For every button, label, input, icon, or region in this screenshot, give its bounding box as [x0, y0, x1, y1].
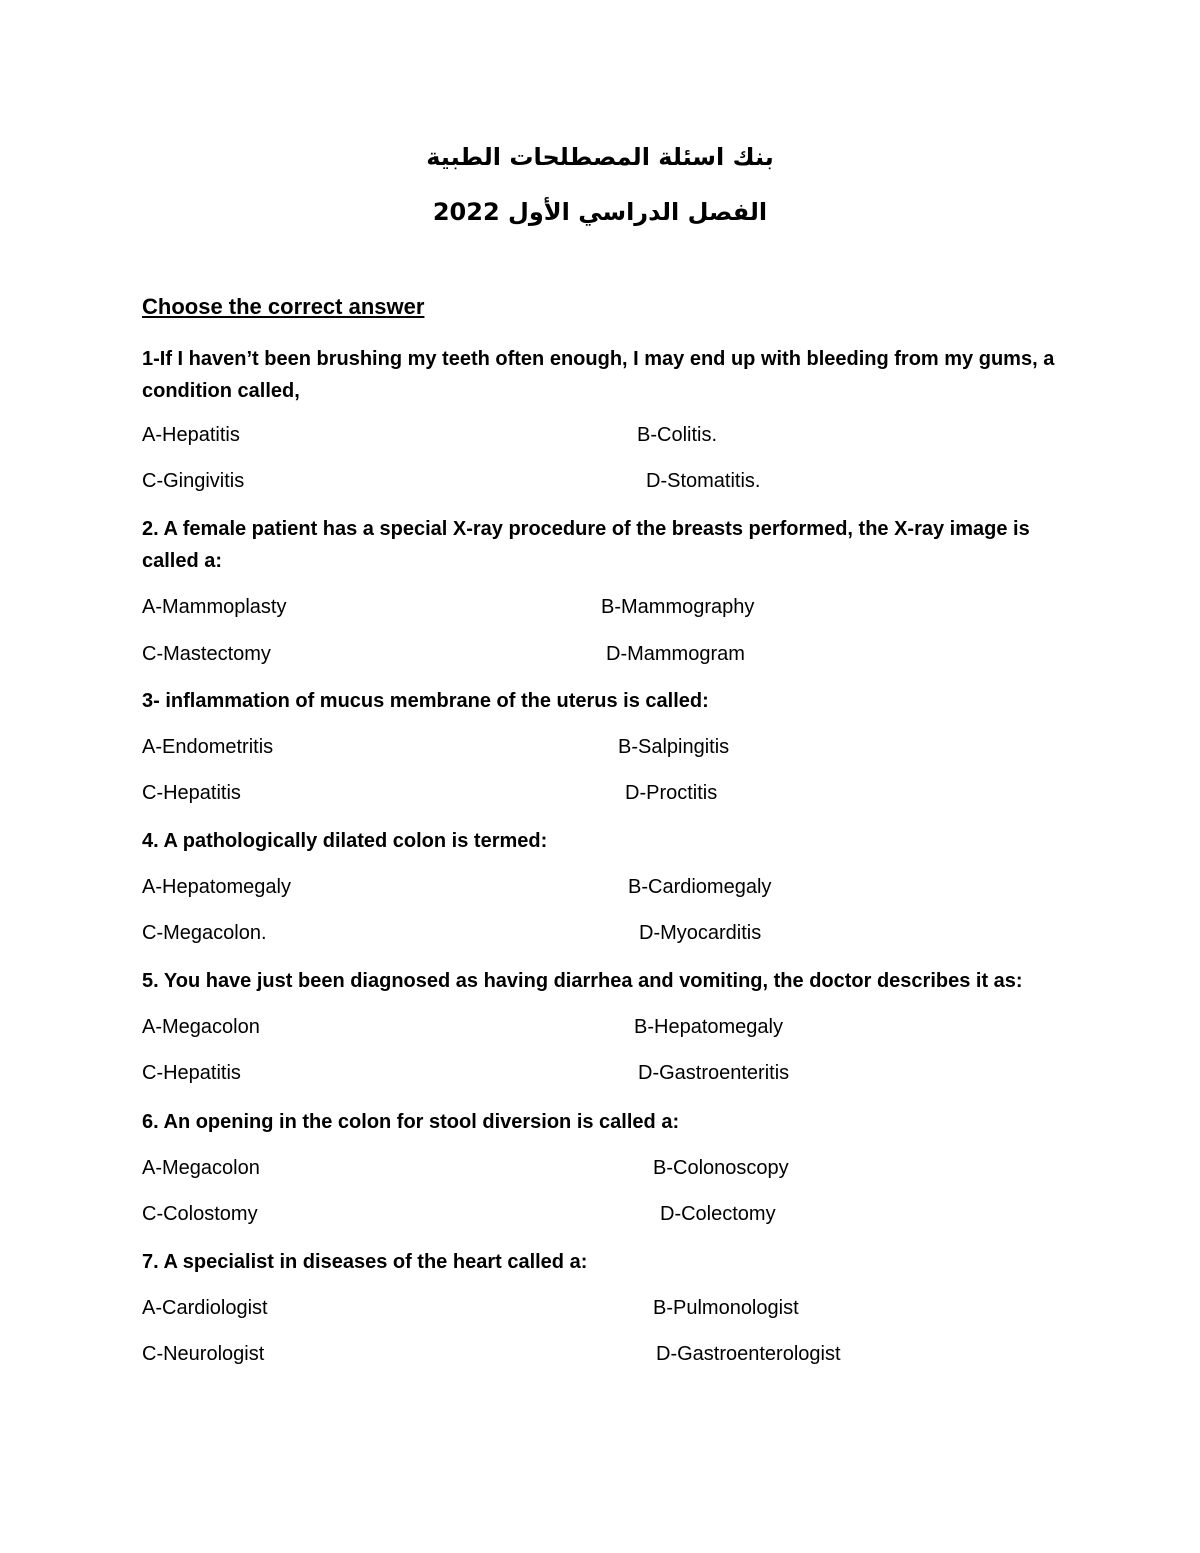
question-1-text: 1-If I haven’t been brushing my teeth often enough, I may end up with bleeding from my gums, a condition called,: [142, 348, 1055, 402]
question-4-option-a: A-Hepatomegaly: [142, 876, 291, 898]
question-2-option-a: A-Mammoplasty: [142, 596, 287, 618]
question-4-text: 4. A pathologically dilated colon is termed:: [142, 830, 548, 852]
question-1-option-d: D-Stomatitis.: [646, 470, 761, 492]
instructions-heading: Choose the correct answer: [142, 294, 425, 319]
question-6-text: 6. An opening in the colon for stool diversion is called a:: [142, 1111, 680, 1133]
question-3-option-b: B-Salpingitis: [618, 736, 730, 758]
question-6-option-b: B-Colonoscopy: [653, 1157, 789, 1179]
question-3-text: 3- inflammation of mucus membrane of the uterus is called:: [142, 690, 709, 712]
question-2-option-b: B-Mammography: [601, 596, 755, 618]
question-1-option-b: B-Colitis.: [637, 424, 718, 446]
question-5-option-c: C-Hepatitis: [142, 1062, 241, 1084]
question-6-option-a: A-Megacolon: [142, 1157, 260, 1179]
question-4-option-c: C-Megacolon.: [142, 922, 267, 944]
question-2-option-d: D-Mammogram: [606, 643, 745, 665]
question-3-option-d: D-Proctitis: [625, 782, 718, 804]
question-5-text: 5. You have just been diagnosed as having diarrhea and vomiting, the doctor describes it as:: [142, 970, 1023, 992]
question-2-text: 2. A female patient has a special X-ray procedure of the breasts performed, the X-ray image is called a:: [142, 518, 1030, 572]
document-subtitle: الفصل الدراسي الأول 2022: [432, 198, 768, 226]
question-5-option-a: A-Megacolon: [142, 1016, 260, 1038]
question-6-option-c: C-Colostomy: [142, 1203, 258, 1225]
question-1-option-c: C-Gingivitis: [142, 470, 245, 492]
question-7-text: 7. A specialist in diseases of the heart called a:: [142, 1251, 588, 1273]
question-1-option-a: A-Hepatitis: [142, 424, 240, 446]
question-7-option-b: B-Pulmonologist: [653, 1297, 799, 1319]
question-7-option-c: C-Neurologist: [142, 1343, 265, 1365]
question-5-option-d: D-Gastroenteritis: [638, 1062, 790, 1084]
question-7-option-a: A-Cardiologist: [142, 1297, 268, 1319]
question-2-option-c: C-Mastectomy: [142, 643, 271, 665]
question-4-option-b: B-Cardiomegaly: [628, 876, 772, 898]
question-7-option-d: D-Gastroenterologist: [656, 1343, 841, 1365]
question-3-option-a: A-Endometritis: [142, 736, 274, 758]
question-4-option-d: D-Myocarditis: [639, 922, 762, 944]
question-3-option-c: C-Hepatitis: [142, 782, 241, 804]
document-title: بنك اسئلة المصطلحات الطبية: [426, 143, 774, 171]
question-6-option-d: D-Colectomy: [660, 1203, 776, 1225]
question-5-option-b: B-Hepatomegaly: [634, 1016, 783, 1038]
